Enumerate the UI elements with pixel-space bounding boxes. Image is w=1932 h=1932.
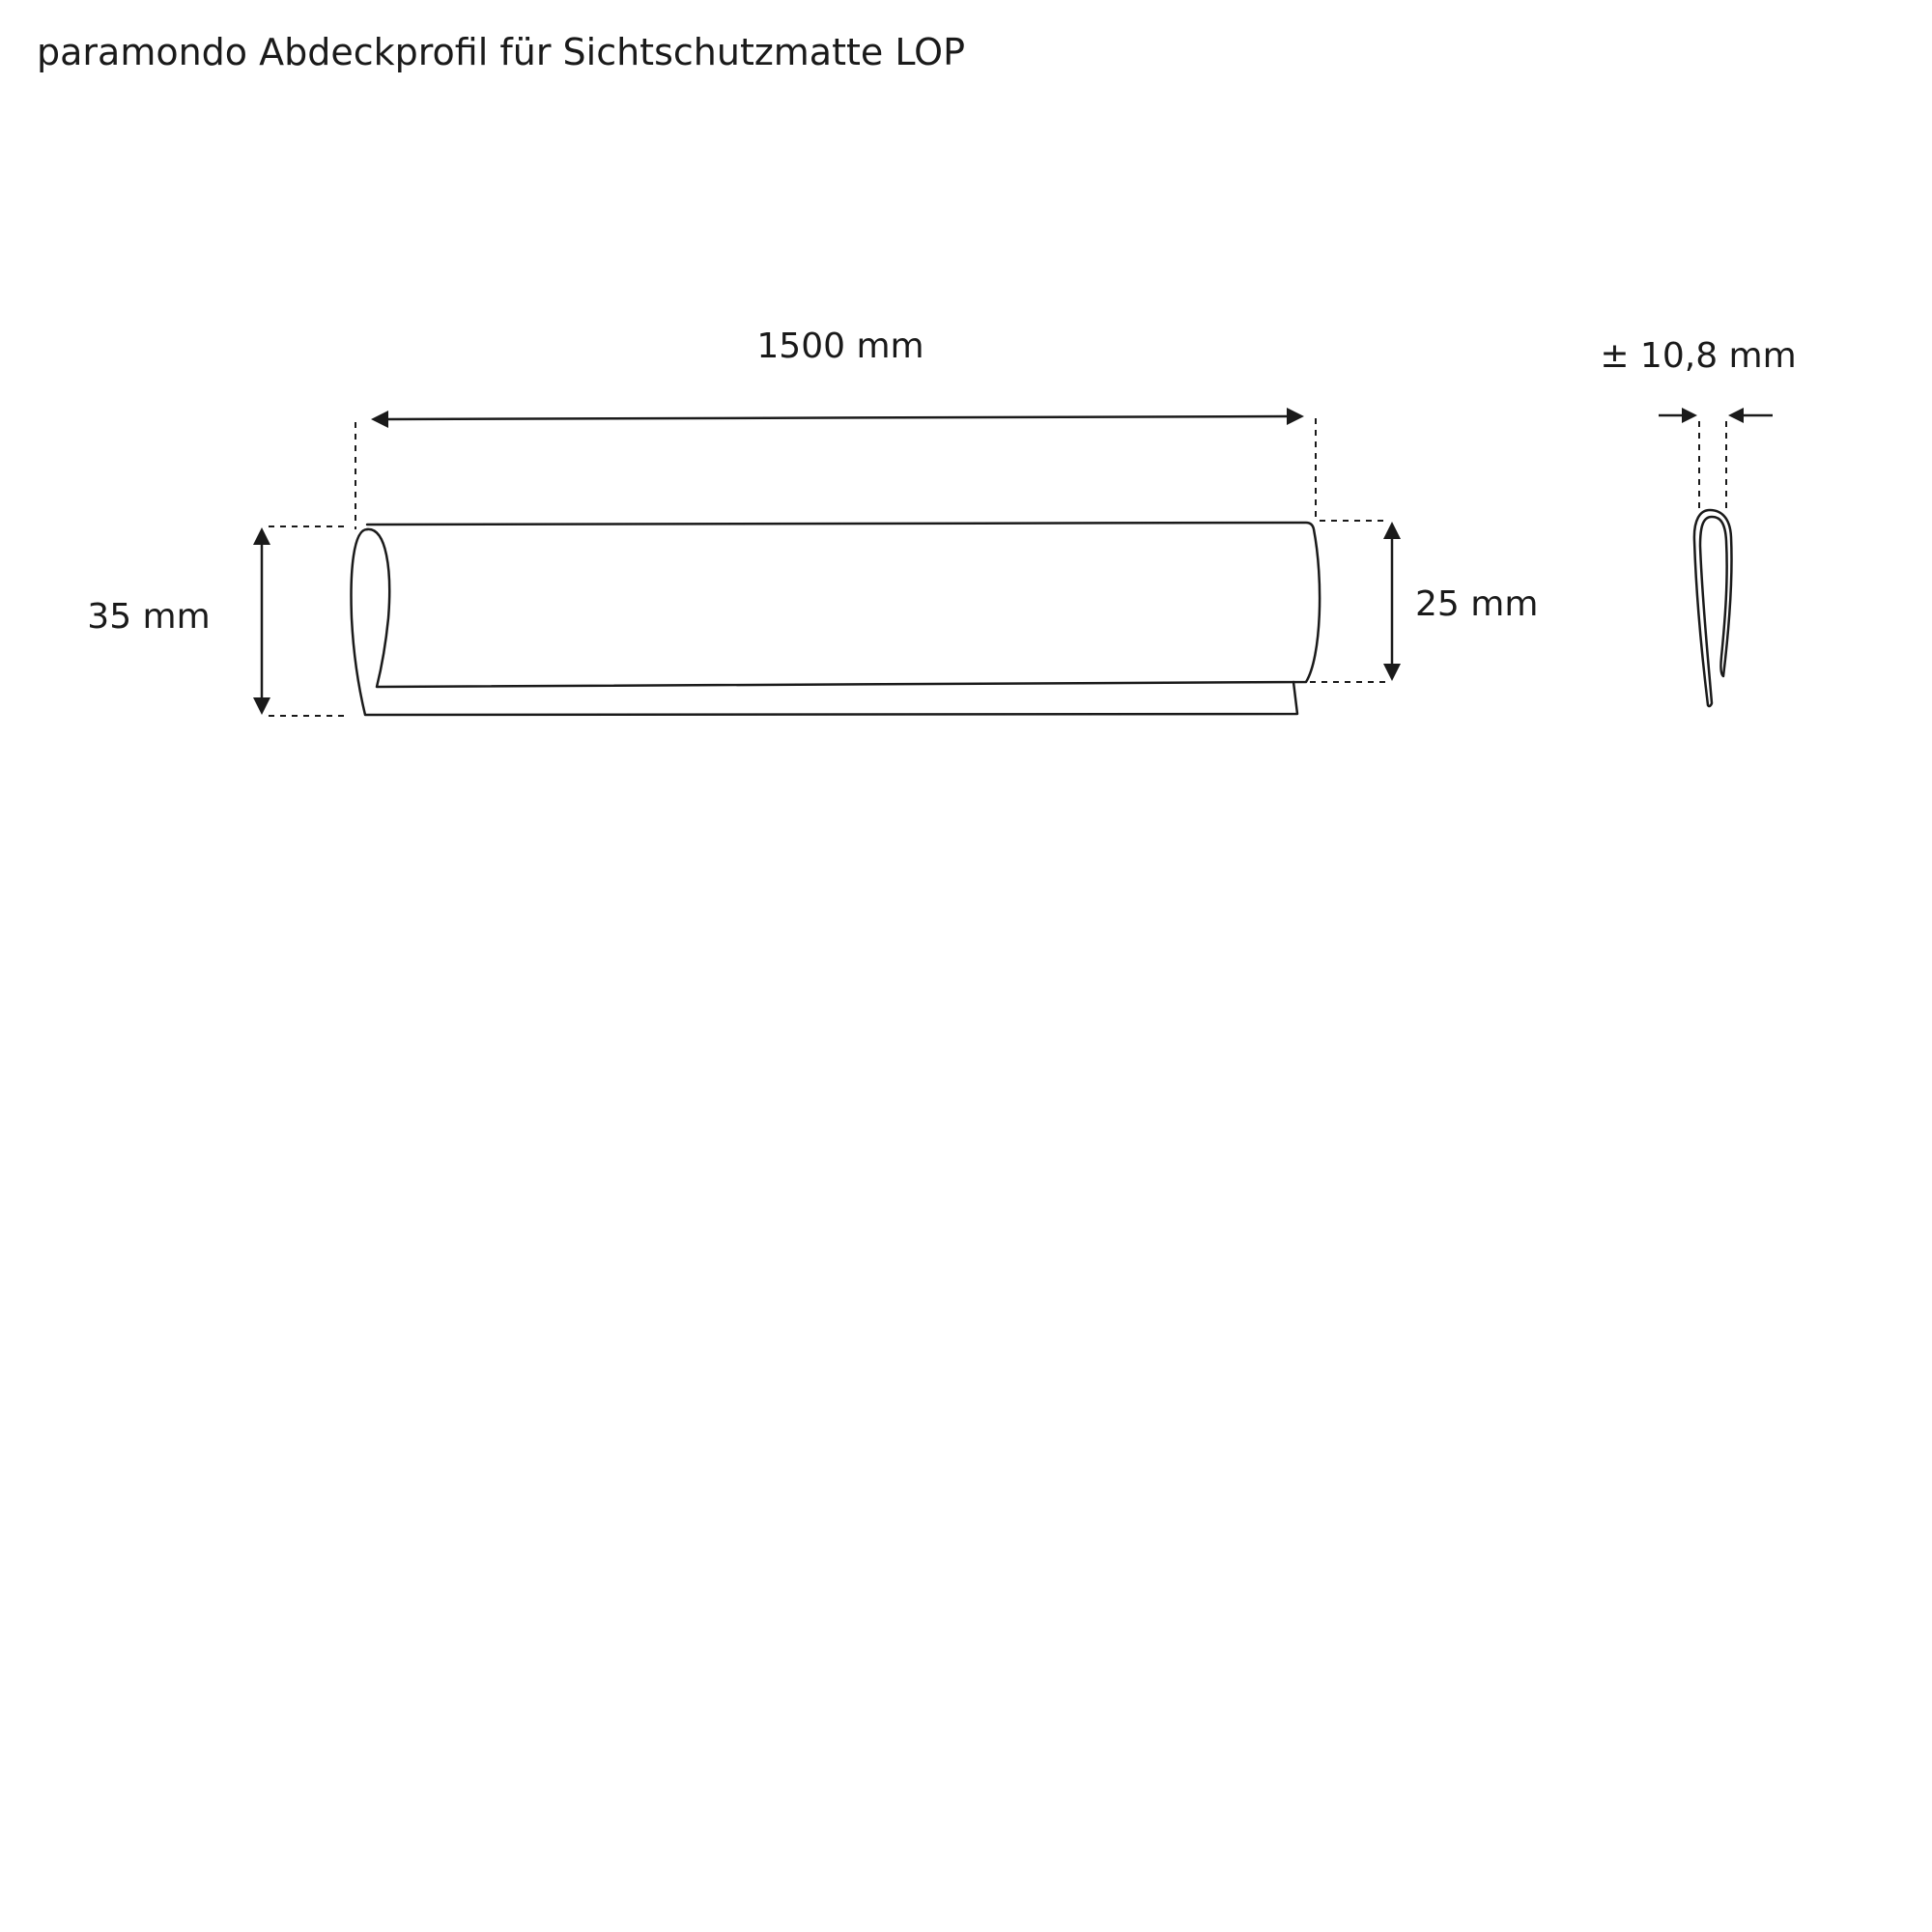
length-arrow-right: [1287, 408, 1304, 425]
total-height-arrow-top: [253, 527, 270, 545]
width-arrow-left: [1682, 408, 1697, 423]
profile-side-view: [352, 523, 1321, 715]
profile-front-face: [367, 523, 1320, 687]
total-height-dimension: [87, 526, 344, 716]
profile-cross-section: [1694, 510, 1732, 706]
profile-width-dimension: [1600, 336, 1796, 510]
visible-height-arrow-top: [1383, 522, 1401, 539]
length-arrow-left: [371, 411, 388, 428]
visible-height-arrow-bottom: [1383, 664, 1401, 681]
length-dimension: [355, 327, 1316, 529]
total-height-label: 35 mm: [87, 597, 211, 637]
page-title: paramondo Abdeckprofil für Sichtschutzmatte LOP: [37, 31, 965, 73]
width-label: ± 10,8 mm: [1600, 336, 1797, 376]
cross-section-outline: [1694, 510, 1732, 706]
visible-height-label: 25 mm: [1415, 584, 1539, 624]
visible-height-dimension: [1310, 521, 1538, 682]
length-dimension-line: [386, 416, 1287, 419]
total-height-arrow-bottom: [253, 697, 270, 715]
width-arrow-right: [1728, 408, 1744, 423]
length-label: 1500 mm: [756, 327, 924, 366]
